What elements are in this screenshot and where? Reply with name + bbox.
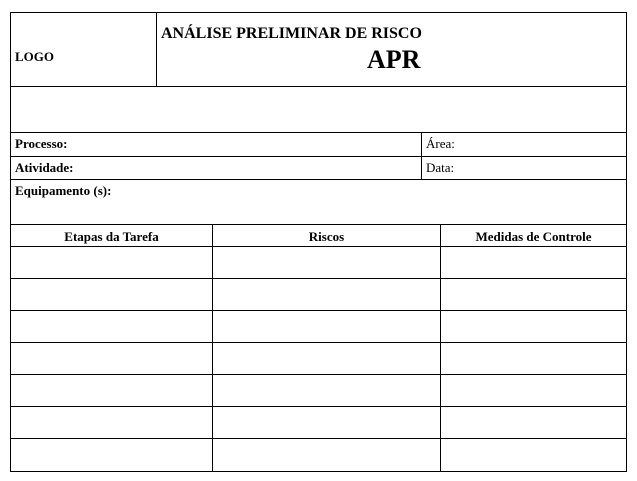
area-label: Área: [426, 136, 455, 151]
table-row [11, 311, 626, 343]
cell-riscos[interactable] [213, 311, 441, 342]
apr-form [10, 12, 627, 472]
cell-etapas[interactable] [11, 439, 213, 471]
cell-riscos[interactable] [213, 375, 441, 406]
cell-etapas[interactable] [11, 407, 213, 438]
atividade-label: Atividade: [15, 160, 74, 175]
table-row [11, 407, 626, 439]
col-header-etapas [11, 225, 213, 246]
logo-cell [11, 13, 157, 86]
logo: LOGO [15, 49, 55, 64]
cell-riscos[interactable] [213, 439, 441, 471]
cell-etapas[interactable] [11, 375, 213, 406]
cell-riscos[interactable] [213, 247, 441, 278]
processo-field[interactable] [11, 133, 422, 156]
processo-label: Processo: [15, 136, 68, 151]
cell-medidas[interactable] [441, 375, 626, 406]
atividade-row [11, 157, 626, 180]
cell-riscos[interactable] [213, 343, 441, 374]
cell-medidas[interactable] [441, 407, 626, 438]
header-row [11, 13, 626, 87]
cell-riscos[interactable] [213, 407, 441, 438]
table-row [11, 343, 626, 375]
cell-medidas[interactable] [441, 247, 626, 278]
data-label: Data: [426, 160, 455, 175]
col-header-riscos [213, 225, 441, 246]
area-field[interactable] [422, 133, 626, 156]
table-row [11, 439, 626, 471]
cell-medidas[interactable] [441, 439, 626, 471]
col-header-etapas-label: Etapas da Tarefa [64, 229, 159, 244]
equipamento-label: Equipamento (s): [15, 183, 112, 198]
table-row [11, 247, 626, 279]
form-acronym: APR [367, 45, 421, 74]
data-field[interactable] [422, 157, 626, 179]
table-body [11, 247, 626, 471]
cell-medidas[interactable] [441, 279, 626, 310]
title-cell [157, 13, 626, 86]
equipamento-row[interactable] [11, 180, 626, 225]
col-header-medidas [441, 225, 626, 246]
cell-medidas[interactable] [441, 343, 626, 374]
table-header-row [11, 225, 626, 247]
cell-etapas[interactable] [11, 343, 213, 374]
blank-row [11, 87, 626, 133]
cell-etapas[interactable] [11, 311, 213, 342]
cell-etapas[interactable] [11, 247, 213, 278]
atividade-field[interactable] [11, 157, 422, 179]
cell-medidas[interactable] [441, 311, 626, 342]
table-row [11, 375, 626, 407]
cell-riscos[interactable] [213, 279, 441, 310]
processo-row [11, 133, 626, 157]
cell-etapas[interactable] [11, 279, 213, 310]
col-header-medidas-label: Medidas de Controle [475, 229, 592, 244]
col-header-riscos-label: Riscos [308, 229, 345, 244]
form-title: ANÁLISE PRELIMINAR DE RISCO [161, 25, 422, 42]
table-row [11, 279, 626, 311]
